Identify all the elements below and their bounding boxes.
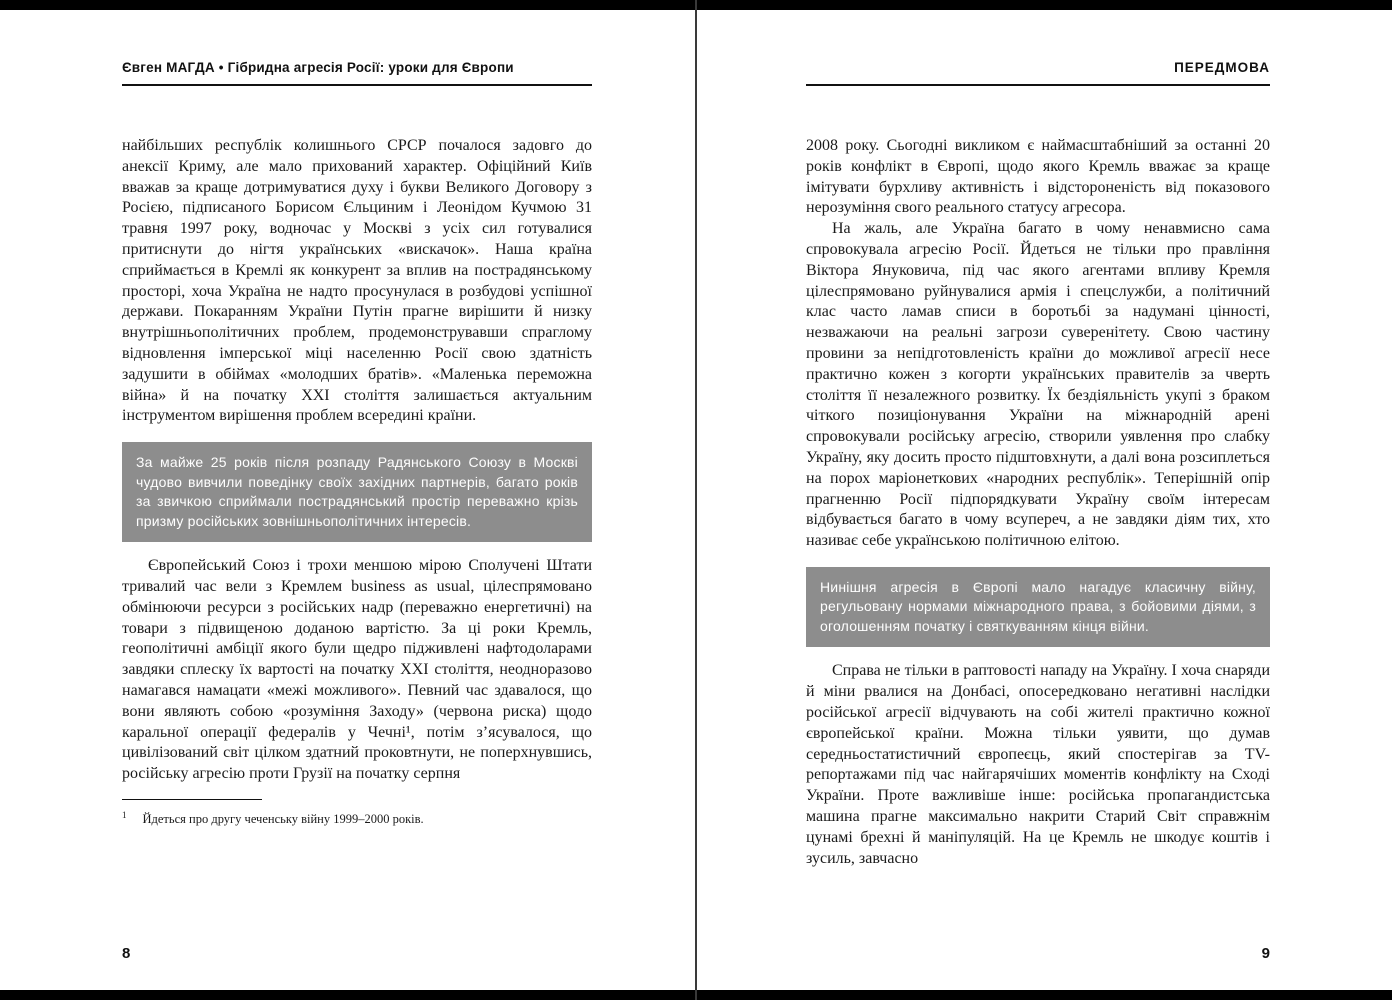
page-number-left: 8 — [122, 945, 131, 962]
left-page — [122, 0, 592, 1000]
right-page — [806, 0, 1270, 1000]
header-rule-left — [122, 84, 592, 86]
right-page-body — [806, 136, 1270, 869]
footnote-marker: 1 — [122, 809, 127, 820]
running-header-chapter: ПЕРЕДМОВА — [1174, 60, 1270, 75]
body-paragraph: 2008 року. Сьогодні викликом є наймасштабніший за останні 20 років конфлікт в Європі, щодо якого Кремль вважає за краще імітувати бурхливу активність і відстороненість від показового нерозуміння свого реального статусу агресора. — [806, 137, 1270, 217]
body-paragraph: Справа не тільки в раптовості нападу на Україну. І хоча снаряди й міни рвалися на Донбасі, опосередковано негативні наслідки російської агресії відчувають на собі жителі практично кожної європейської країни. Можна тільки уявити, що думав середньостатистичний європеєць, який спостерігав за TV-репортажами під час найгарячіших моментів конфлікту на Сході України. Проте важливіше інше: російська пропагандистська машина прагне максимально накрити Старий Світ справжнім цунамі брехні й маніпуляцій. На це Кремль не шкодує коштів і зусиль, завчасно — [806, 662, 1270, 867]
footnote-rule — [122, 799, 262, 800]
body-paragraph: Європейський Союз і трохи меншою мірою Сполучені Штати тривалий час вели з Кремлем business as usual, цілеспрямовано обмінюючи ресурси з російських надр (переважно енергетичні) на товари з підвищеною доданою вартістю. За ці роки Кремль, геополітичні амбіції якого були щедро підживлені нафтодоларами завдяки сплеску їх вартості на початку XXI століття, неодноразово намагався намацати «межі можливого». Певний час здавалося, що вони являють собою «розуміння Заходу» (червона риска) щодо каральної операції федералів у Чечні¹, потім з’ясувалося, що цивілізований світ цілком здатний проковтнути, не поперхнувшись, російську агресію проти Грузії на початку серпня — [122, 557, 592, 783]
page-gutter-divider — [695, 0, 697, 1000]
footnote-text: Йдеться про другу чеченську війну 1999–2000 років. — [142, 812, 424, 827]
body-paragraph: На жаль, але Україна багато в чому ненавмисно сама спровокувала агресію Росії. Йдеться не тільки про правління Віктора Януковича, під час якого агентами впливу Кремля цілеспрямовано руйнувалися армія і спецслужби, а політичний клас часто ламав списи в боротьбі за надумані цінності, незважаючи на реальні загрози суверенітету. Свою частину провини за непідготовленість країни до можливої агресії несе практично кожен з когорти українських правителів за чверть століття її незалежного розвитку. Їх бездіяльність укупі з браком чіткого позиціонування України на міжнародній арені спровокували російську агресію, створили уявлення про слабку Україну, яку досить просто підштовхнути, а далі вона розсиплеться на порох маріонеткових «народних республік». Теперішній опір прагненню Росії підпорядкувати Україну своїм інтересам відбувається багато в чому всупереч, а не завдяки діям тих, хто називає себе українською політичною елітою. — [806, 220, 1270, 550]
page-number-right: 9 — [1261, 945, 1270, 962]
body-paragraph: найбільших республік колишнього СРСР почалося задовго до анексії Криму, але мало прихований характер. Офіційний Київ вважав за краще дотримуватися духу і букви Великого Договору з Росією, підписаного Борисом Єльциним і Леонідом Кучмою 31 травня 1997 року, водночас у Москві з усіх сил готувалися притиснути до нігтя українських «вискачок». Наша країна сприймається в Кремлі як конкурент за вплив на пострадянському просторі, хоча Україна не надто просунулася в розбудові успішної держави. Покаранням України Путін прагне вирішити й низку внутрішньополітичних проблем, продемонструвавши спраглому відновлення імперської міці населенню Росії свою здатність задушити в обіймах «молодших братів». «Маленька переможна війна» й на початку XXI століття залишається актуальним інструментом вирішення проблем всередині країни. — [122, 137, 592, 425]
footnote-block — [122, 799, 592, 827]
pull-quote-box: За майже 25 років після розпаду Радянського Союзу в Москві чудово вивчили поведінку своїх західних партнерів, багато років за звичкою сприймали пострадянський простір переважно крізь призму російських зовнішньополітичних інтересів. — [122, 442, 592, 542]
running-header-author-title: Євген МАГДА • Гібридна агресія Росії: уроки для Європи — [122, 60, 514, 75]
left-page-body — [122, 136, 592, 827]
footnote — [122, 807, 592, 827]
header-rule-right — [806, 84, 1270, 86]
pull-quote-box: Нинішня агресія в Європі мало нагадує класичну війну, регульовану нормами міжнародного права, з бойовими діями, з оголошенням початку і святкуванням кінця війни. — [806, 567, 1270, 648]
